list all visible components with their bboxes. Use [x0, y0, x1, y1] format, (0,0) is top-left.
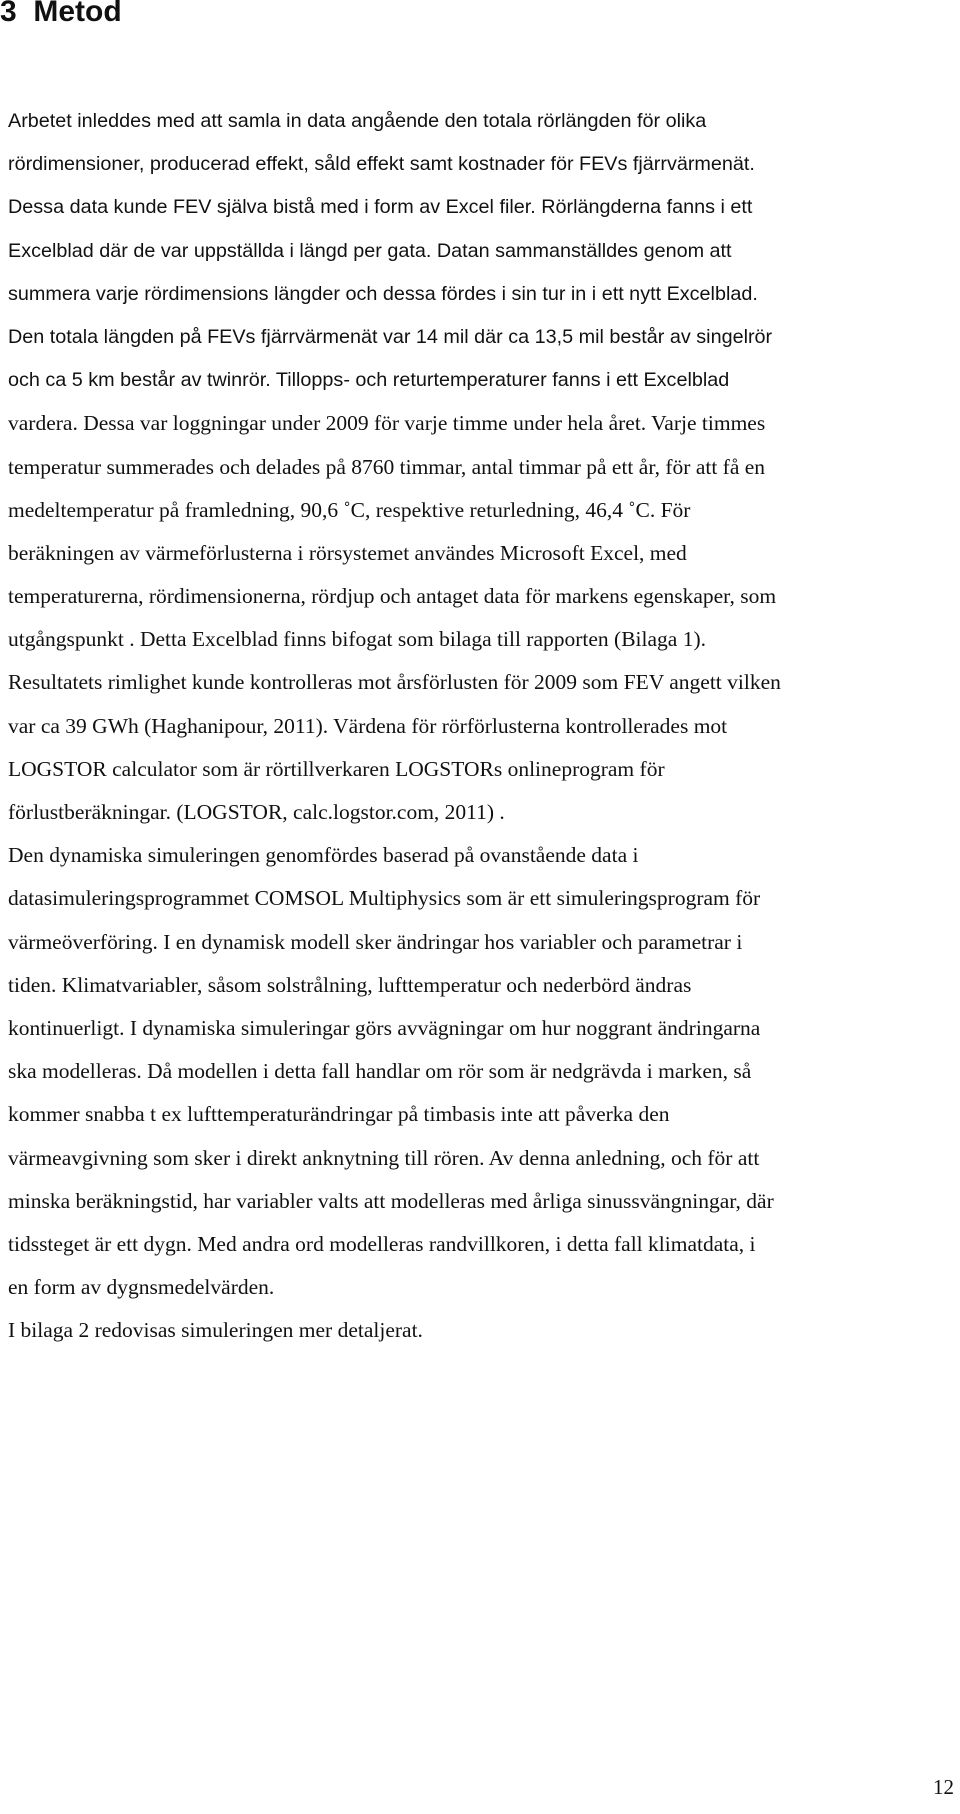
text-line: Resultatets rimlighet kunde kontrolleras mot årsförlusten för 2009 som FEV angett vilken: [8, 670, 781, 695]
text-line: Dessa data kunde FEV själva bistå med i form av Excel filer. Rörlängderna fanns i ett: [8, 196, 753, 219]
text-line: summera varje rördimensions längder och dessa fördes i sin tur in i ett nytt Excelblad.: [8, 282, 758, 305]
text-line: Arbetet inleddes med att samla in data angående den totala rörlängden för olika: [8, 110, 707, 132]
text-line: värmeavgivning som sker i direkt anknytning till rören. Av denna anledning, och för att: [8, 1145, 760, 1170]
section-heading: 3 Metod: [0, 0, 122, 28]
text-line: Excelblad där de var uppställda i längd per gata. Datan sammanställdes genom att: [8, 239, 732, 262]
text-line: en form av dygnsmedelvärden.: [8, 1275, 275, 1300]
text-line: medeltemperatur på framledning, 90,6 ˚C, respektive returledning, 46,4 ˚C. För: [8, 497, 691, 522]
text-line: tiden. Klimatvariabler, såsom solstrålning, lufttemperatur och nederbörd ändras: [8, 972, 692, 997]
text-line: utgångspunkt . Detta Excelblad finns bifogat som bilaga till rapporten (Bilaga 1).: [8, 627, 706, 652]
text-line: I bilaga 2 redovisas simuleringen mer detaljerat.: [8, 1318, 423, 1343]
text-line: kommer snabba t ex lufttemperaturändringar på timbasis inte att påverka den: [8, 1102, 670, 1127]
text-line: minska beräkningstid, har variabler valts att modelleras med årliga sinussvängningar, där: [8, 1188, 774, 1213]
text-line: rördimensioner, producerad effekt, såld effekt samt kostnader för FEVs fjärrvärmenät.: [8, 153, 755, 176]
text-line: LOGSTOR calculator som är rörtillverkaren LOGSTORs onlineprogram för: [8, 756, 665, 781]
text-line: temperaturerna, rördimensionerna, rördjup och antaget data för markens egenskaper, som: [8, 584, 777, 609]
text-line: tidssteget är ett dygn. Med andra ord modelleras randvillkoren, i detta fall klimatdata, i: [8, 1231, 756, 1256]
text-line: kontinuerligt. I dynamiska simuleringar görs avvägningar om hur noggrant ändringarna: [8, 1015, 761, 1040]
text-line: datasimuleringsprogrammet COMSOL Multiphysics som är ett simuleringsprogram för: [8, 886, 761, 911]
text-line: och ca 5 km består av twinrör. Tillopps- och returtemperaturer fanns i ett Excelblad: [8, 369, 730, 392]
page-number: 12: [933, 1775, 954, 1799]
text-line: beräkningen av värmeförlusterna i rörsystemet användes Microsoft Excel, med: [8, 540, 687, 565]
text-line: temperatur summerades och delades på 8760 timmar, antal timmar på ett år, för att få en: [8, 454, 766, 479]
text-line: värmeöverföring. I en dynamisk modell sker ändringar hos variabler och parametrar i: [8, 929, 743, 954]
text-line: var ca 39 GWh (Haghanipour, 2011). Värdena för rörförlusterna kontrollerades mot: [8, 713, 728, 738]
body-text: [8, 100, 953, 1352]
text-line: förlustberäkningar. (LOGSTOR, calc.logstor.com, 2011) .: [8, 800, 505, 824]
text-line: Den totala längden på FEVs fjärrvärmenät var 14 mil där ca 13,5 mil består av singelrör: [8, 325, 773, 348]
text-line: Den dynamiska simuleringen genomfördes baserad på ovanstående data i: [8, 843, 639, 868]
text-line: ska modelleras. Då modellen i detta fall handlar om rör som är nedgrävda i marken, så: [8, 1059, 752, 1084]
text-line: vardera. Dessa var loggningar under 2009 för varje timme under hela året. Varje timmes: [8, 411, 766, 436]
